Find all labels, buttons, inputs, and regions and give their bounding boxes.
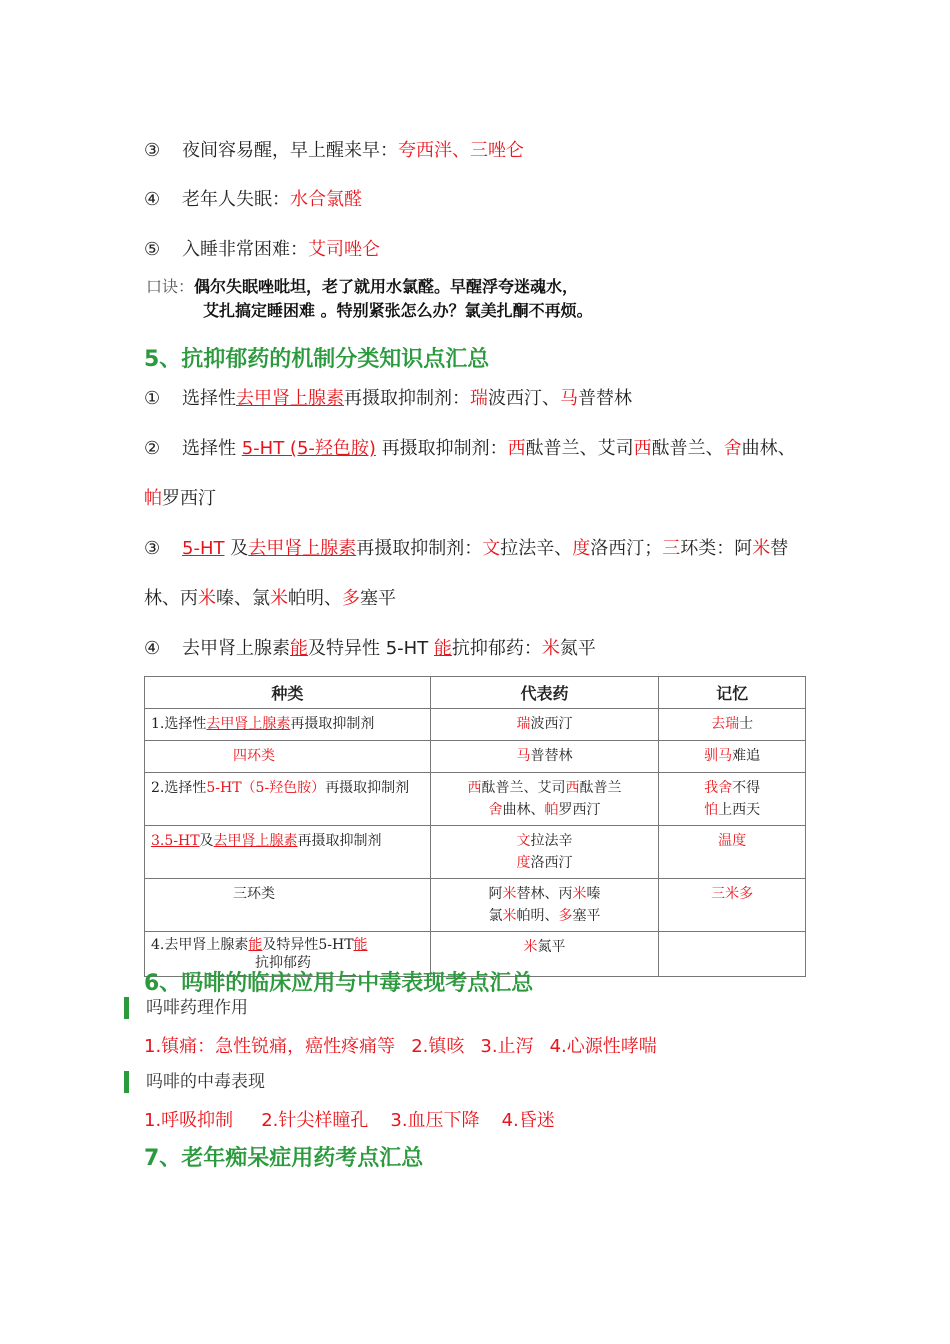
section-6-title: 6、吗啡的临床应用与中毒表现考点汇总: [144, 971, 534, 996]
morphine-pharmacology-label: 吗啡药理作用: [146, 998, 248, 1018]
table-cell: 西酞普兰、艾司西酞普兰 舍曲林、帕罗西汀: [430, 773, 659, 826]
table-row: [145, 773, 806, 826]
section-5-title: 5、抗抑郁药的机制分类知识点汇总: [144, 347, 490, 372]
table-row: [145, 741, 806, 773]
mnemonic-line-2: 艾扎搞定睡困难 。特别紧张怎么办？氯美扎酮不再烦。: [203, 301, 593, 320]
section-bar: [124, 1071, 129, 1093]
table-cell: 四环类: [145, 741, 431, 773]
section5-item-3: ③ 5-HT 及去甲肾上腺素再摄取抑制剂：文拉法辛、度洛西汀；三环类：阿米替: [144, 538, 789, 559]
section5-item-4: ④ 去甲肾上腺素能及特异性 5-HT 能抗抑郁药：米氮平: [144, 638, 596, 659]
table-cell: 文拉法辛 度洛西汀: [430, 826, 659, 879]
table-cell: 驯马难追: [659, 741, 806, 773]
table-row: [145, 709, 806, 741]
table-cell: 去瑞士: [659, 709, 806, 741]
morphine-toxicity-label: 吗啡的中毒表现: [146, 1072, 265, 1092]
table-cell: 我舍不得 怕上西天: [659, 773, 806, 826]
table-row: [145, 826, 806, 879]
insomnia-item-4: ④ 老年人失眠：水合氯醛: [144, 189, 362, 210]
table-cell: [659, 932, 806, 977]
table-cell: 1.选择性去甲肾上腺素再摄取抑制剂: [145, 709, 431, 741]
table-header: 记忆: [659, 677, 806, 709]
table-cell: 3.5-HT及去甲肾上腺素再摄取抑制剂: [145, 826, 431, 879]
morphine-toxicity: 1.呼吸抑制 2.针尖样瞳孔 3.血压下降 4.昏迷: [144, 1110, 555, 1131]
insomnia-item-3: ③ 夜间容易醒，早上醒来早：夸西泮、三唑仑: [144, 140, 524, 161]
table-header-row: [145, 677, 806, 709]
section5-item-1: ① 选择性去甲肾上腺素再摄取抑制剂：瑞波西汀、马普替林: [144, 388, 632, 409]
table-row: [145, 879, 806, 932]
table-cell: 三环类: [145, 879, 431, 932]
table-cell: 瑞波西汀: [430, 709, 659, 741]
antidepressant-table: [144, 676, 806, 977]
table-cell: 2.选择性5-HT（5-羟色胺）再摄取抑制剂: [145, 773, 431, 826]
table-cell: 米氮平: [430, 932, 659, 977]
table-header: 种类: [145, 677, 431, 709]
table-cell: 三米多: [659, 879, 806, 932]
table-cell: 温度: [659, 826, 806, 879]
morphine-uses: 1.镇痛：急性锐痛，癌性疼痛等 2.镇咳 3.止泻 4.心源性哮喘: [144, 1036, 657, 1057]
table-cell: 马普替林: [430, 741, 659, 773]
section5-item-3-cont: 林、丙米嗪、氯米帕明、多塞平: [144, 588, 396, 609]
table-header: 代表药: [430, 677, 659, 709]
table-cell: 阿米替林、丙米嗪 氯米帕明、多塞平: [430, 879, 659, 932]
insomnia-item-5: ⑤ 入睡非常困难：艾司唑仑: [144, 239, 380, 260]
section-bar: [124, 997, 129, 1019]
section-7-title: 7、老年痴呆症用药考点汇总: [144, 1146, 424, 1171]
mnemonic: 口诀：偶尔失眠唑吡坦，老了就用水氯醛。早醒浮夸迷魂水，: [146, 277, 579, 296]
section5-item-2-cont: 帕罗西汀: [144, 488, 216, 509]
section5-item-2: ② 选择性 5-HT (5-羟色胺) 再摄取抑制剂：西酞普兰、艾司西酞普兰、舍曲林、: [144, 438, 796, 459]
table-cell: 4.去甲肾上腺素能及特异性5-HT能 抗抑郁药: [145, 932, 431, 977]
